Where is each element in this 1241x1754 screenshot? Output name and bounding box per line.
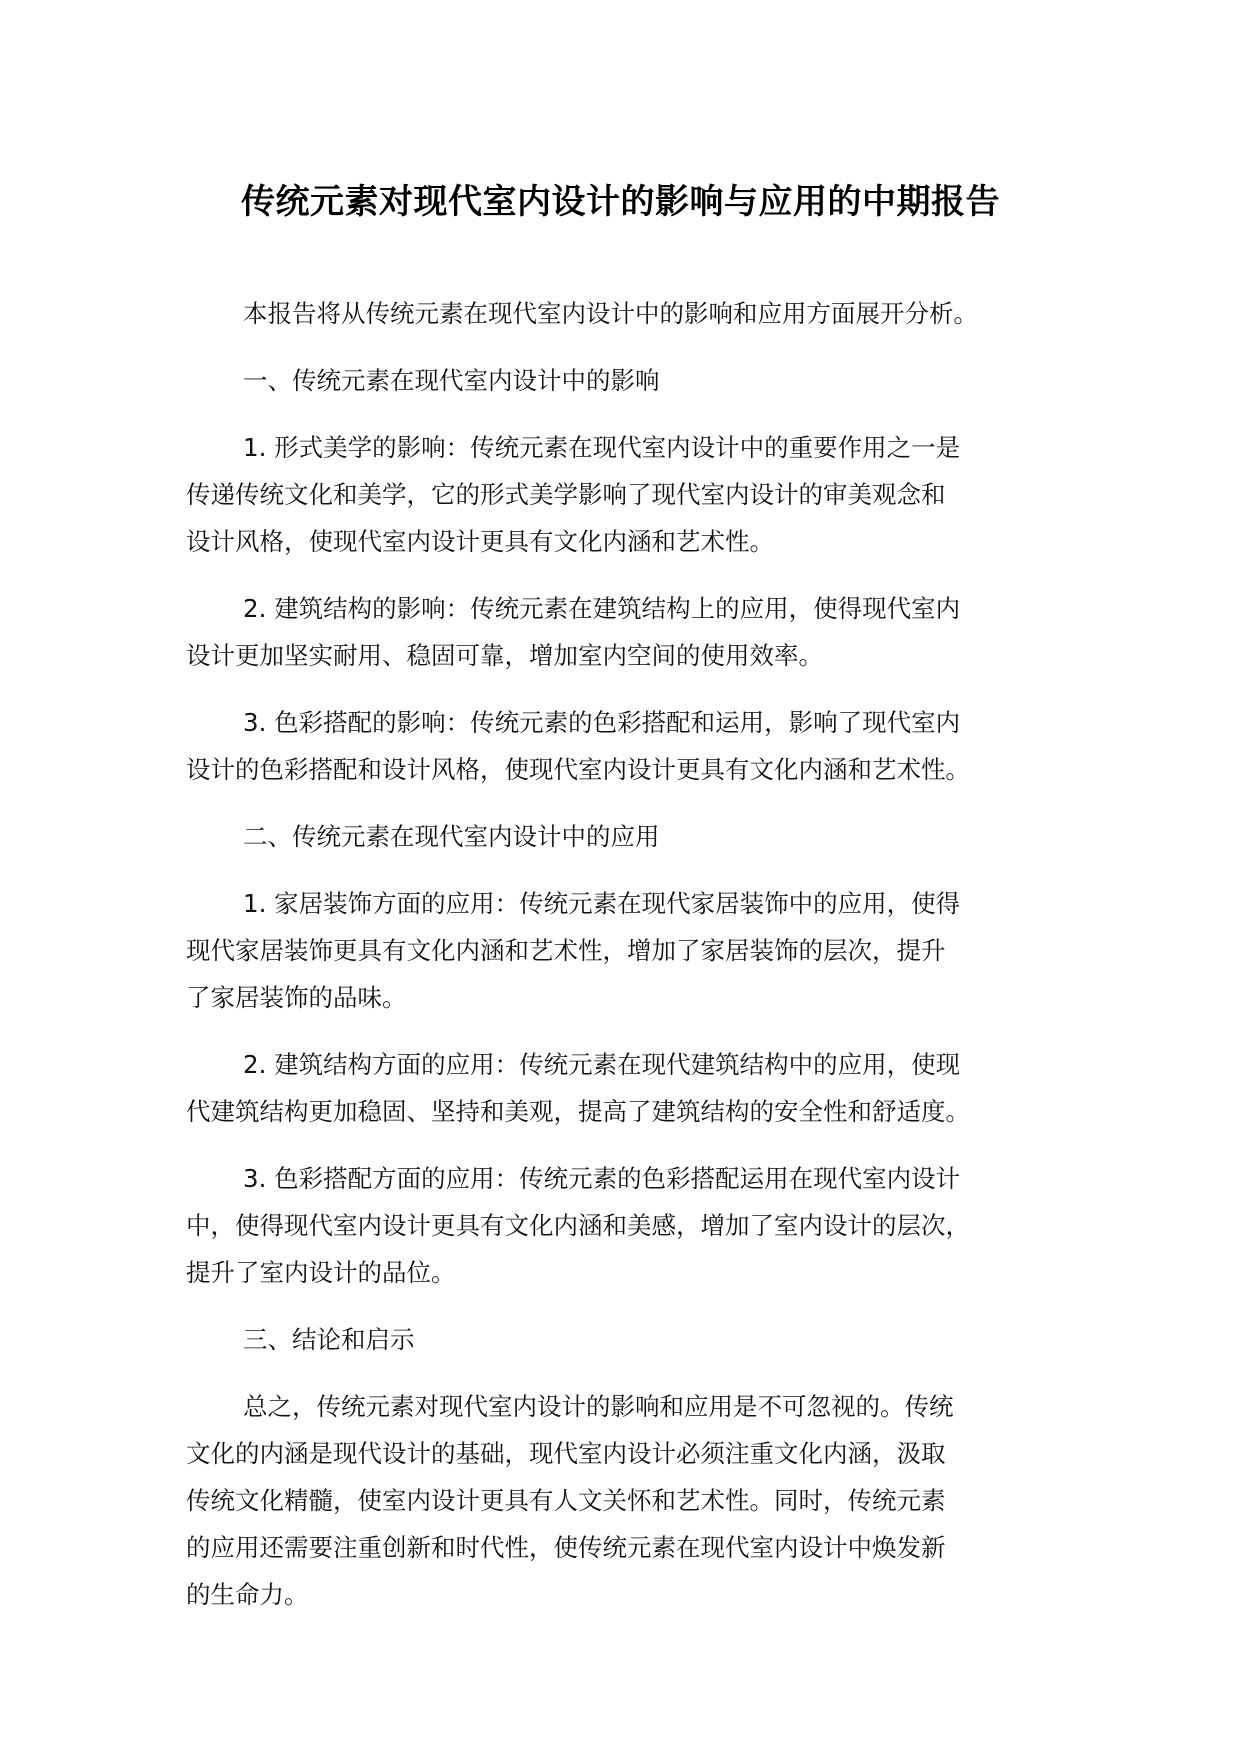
paragraph-line: 1. 形式美学的影响：传统元素在现代室内设计中的重要作用之一是 [243, 433, 961, 462]
paragraph-line: 的生命力。 [186, 1580, 309, 1609]
paragraph [186, 1041, 1066, 1135]
paragraph [186, 1316, 1066, 1363]
paragraph [186, 813, 1066, 860]
paragraph-line: 设计更加坚实耐用、稳固可靠，增加室内空间的使用效率。 [186, 641, 823, 670]
paragraph [186, 1155, 1066, 1296]
paragraph [186, 357, 1066, 404]
paragraph [186, 585, 1066, 679]
paragraph [186, 699, 1066, 793]
paragraph-line: 1. 家居装饰方面的应用：传统元素在现代家居装饰中的应用，使得 [243, 889, 961, 918]
paragraph-line: 的应用还需要注重创新和时代性，使传统元素在现代室内设计中焕发新 [186, 1533, 946, 1562]
document-body [186, 290, 1066, 1638]
paragraph-line: 提升了室内设计的品位。 [186, 1258, 456, 1287]
paragraph-line: 二、传统元素在现代室内设计中的应用 [243, 822, 660, 851]
paragraph-line: 三、结论和启示 [243, 1325, 415, 1354]
paragraph-line: 2. 建筑结构方面的应用：传统元素在现代建筑结构中的应用，使现 [243, 1050, 961, 1079]
paragraph-line: 总之，传统元素对现代室内设计的影响和应用是不可忽视的。传统 [243, 1392, 954, 1421]
paragraph-line: 设计的色彩搭配和设计风格，使现代室内设计更具有文化内涵和艺术性。 [186, 755, 970, 784]
paragraph-line: 一、传统元素在现代室内设计中的影响 [243, 366, 660, 395]
paragraph-line: 3. 色彩搭配方面的应用：传统元素的色彩搭配运用在现代室内设计 [243, 1164, 961, 1193]
paragraph-line: 文化的内涵是现代设计的基础，现代室内设计必须注重文化内涵，汲取 [186, 1439, 946, 1468]
paragraph [186, 424, 1066, 565]
paragraph [186, 1383, 1066, 1618]
paragraph [186, 290, 1066, 337]
paragraph-line: 2. 建筑结构的影响：传统元素在建筑结构上的应用，使得现代室内 [243, 594, 961, 623]
paragraph-line: 设计风格，使现代室内设计更具有文化内涵和艺术性。 [186, 527, 774, 556]
paragraph-line: 本报告将从传统元素在现代室内设计中的影响和应用方面展开分析。 [243, 299, 978, 328]
paragraph [186, 880, 1066, 1021]
paragraph-line: 传递传统文化和美学，它的形式美学影响了现代室内设计的审美观念和 [186, 480, 946, 509]
paragraph-line: 传统文化精髓，使室内设计更具有人文关怀和艺术性。同时，传统元素 [186, 1486, 946, 1515]
paragraph-line: 中，使得现代室内设计更具有文化内涵和美感，增加了室内设计的层次， [186, 1211, 970, 1240]
paragraph-line: 3. 色彩搭配的影响：传统元素的色彩搭配和运用，影响了现代室内 [243, 708, 961, 737]
paragraph-line: 了家居装饰的品味。 [186, 983, 407, 1012]
paragraph-line: 代建筑结构更加稳固、坚持和美观，提高了建筑结构的安全性和舒适度。 [186, 1097, 970, 1126]
paragraph-line: 现代家居装饰更具有文化内涵和艺术性，增加了家居装饰的层次，提升 [186, 936, 946, 965]
document-title: 传统元素对现代室内设计的影响与应用的中期报告 [241, 182, 1000, 222]
